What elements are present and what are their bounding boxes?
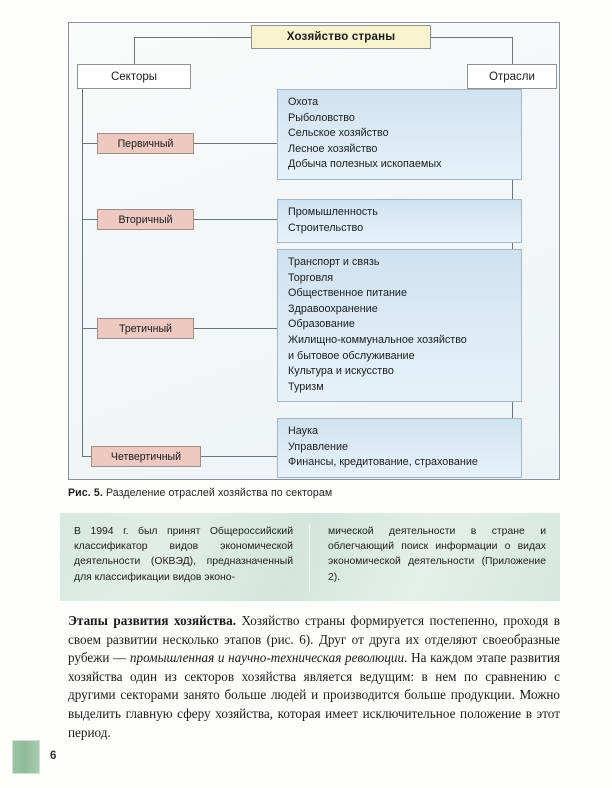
list-item: Образование [288, 318, 355, 331]
list-item: Сельское хозяйство [288, 127, 389, 140]
connector-chip4-to-list [201, 456, 278, 457]
list-item: и бытовое обслуживание [288, 349, 415, 362]
info-callout [60, 513, 560, 601]
branch-list-primary [277, 89, 522, 180]
list-item: Общественное питание [288, 287, 407, 300]
connector-left-drop [134, 37, 135, 65]
connector-sector-1 [82, 143, 98, 144]
sector-chip-primary-label: Первичный [117, 137, 174, 150]
page-number: 6 [50, 750, 57, 762]
sector-chip-secondary [97, 209, 194, 230]
diagram-node-branches-label: Отрасли [489, 70, 535, 83]
connector-chip1-to-list [194, 143, 278, 144]
info-callout-right-column [310, 524, 546, 591]
list-item: Торговля [288, 271, 334, 284]
connector-sector-2 [82, 219, 98, 220]
figure-caption-text: Разделение отраслей хозяйства по секторам [105, 487, 333, 499]
branch-list-quaternary [277, 418, 522, 478]
body-paragraph-part1: Хозяйство страны формируется постепенно, проходя в своем развитии несколько этапов (рис. 6). Друг от друга их отделяют своеобразные рубежи — [68, 613, 560, 666]
body-paragraph-part2: . На каждом этапе развития хозяйства один из секторов хозяйства является ведущим: в нем по сравнению с другими секторами занято больше людей и производится больше продукции. Можно выделить главную сферу хозяйства, которая имеет исключительное положение в этот период. [68, 650, 560, 740]
connector-root-to-right [431, 37, 512, 38]
list-item: Рыболовство [288, 111, 355, 124]
connector-sectors-bus [82, 89, 83, 457]
connector-root-to-left [134, 37, 252, 38]
list-item: Транспорт и связь [288, 256, 380, 268]
sector-chip-primary [97, 133, 194, 154]
list-item: Лесное хозяйство [288, 142, 378, 155]
connector-right-drop [512, 37, 513, 65]
sector-chip-tertiary-label: Третичный [119, 322, 172, 335]
connector-chip2-to-list [194, 219, 278, 220]
info-callout-left-text: В 1994 г. был принят Общероссийский классификатор видов экономической деятельности (ОКВЭД), предназначенный для классификации видов эконо- [74, 526, 293, 583]
footer-color-mark [12, 740, 40, 774]
list-item: Туризм [288, 380, 324, 393]
list-item: Промышленность [288, 206, 378, 218]
list-item: Здравоохранение [288, 302, 378, 315]
info-callout-left-column [74, 524, 310, 591]
sector-chip-secondary-label: Вторичный [118, 213, 173, 226]
list-item: Охота [288, 96, 319, 108]
list-item: Добыча полезных ископаемых [288, 158, 442, 171]
diagram-node-sectors-label: Секторы [110, 70, 158, 83]
branch-list-secondary [277, 199, 522, 243]
list-item: Управление [288, 440, 349, 453]
sector-chip-tertiary [97, 318, 194, 339]
section-body-text [68, 612, 560, 742]
sector-chip-quaternary-label: Четвертичный [110, 450, 182, 463]
diagram-root-title-label: Хозяйство страны [286, 31, 396, 43]
body-paragraph-italic: промышленная и научно-техническая революции [129, 650, 405, 666]
figure-5-diagram [68, 22, 560, 480]
connector-chip3-to-list [194, 328, 278, 329]
sector-chip-quaternary [91, 446, 201, 467]
list-item: Жилищно-коммунальное хозяйство [288, 333, 467, 346]
list-item: Культура и искусство [288, 365, 394, 378]
figure-caption [68, 487, 332, 499]
diagram-root-title [251, 25, 431, 49]
list-item: Строительство [288, 221, 364, 234]
branch-list-tertiary [277, 249, 522, 402]
list-item: Финансы, кредитование, страхование [288, 456, 478, 469]
connector-sector-3 [82, 328, 98, 329]
section-heading-inline: Этапы развития хозяйства. [68, 613, 237, 628]
list-item: Наука [288, 425, 319, 437]
diagram-node-branches [467, 64, 557, 89]
figure-caption-number: Рис. 5. [68, 487, 103, 499]
info-callout-right-text: мической деятельности в стране и облегчающий поиск информации о видах экономической деятельности (Приложение 2). [328, 526, 546, 583]
diagram-node-sectors [77, 64, 191, 89]
